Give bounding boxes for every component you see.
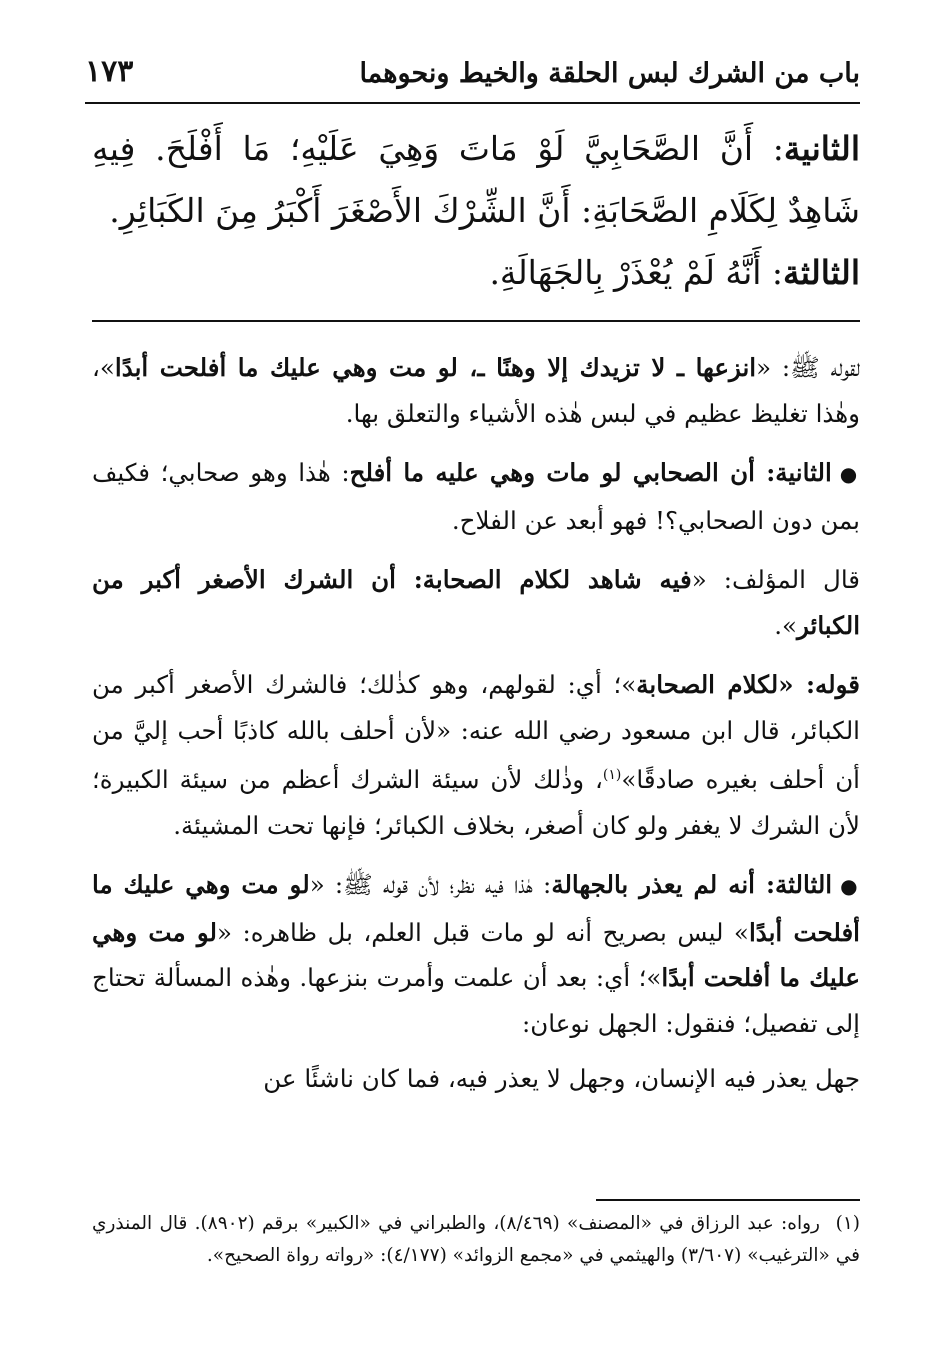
matn-second-label: الثانية <box>783 129 860 168</box>
text-run: »، وهٰذا تغليظ عظيم في لبس هٰذه الأشياء والتعلق بها. <box>92 353 860 428</box>
text-run: قال المؤلف: « <box>691 565 860 594</box>
commentary-paragraph <box>92 862 860 1046</box>
commentary-paragraph <box>92 1056 860 1102</box>
footnote-divider <box>596 1199 860 1201</box>
author-quote: فيه شاهد لكلام الصحابة: أن الشرك الأصغر أكبر من الكبائر <box>92 565 860 640</box>
matn-third-text: : أَنَّهُ لَمْ يُعْذَرْ بِالجَهَالَةِ. <box>489 253 784 292</box>
page-number: ١٧٣ <box>85 54 134 89</box>
section-divider <box>92 320 860 322</box>
matn-second <box>92 118 860 242</box>
footnote-ref[interactable]: (١) <box>602 767 622 783</box>
commentary-paragraph <box>92 662 860 848</box>
text-run: : هٰذا فيه نظر؛ لأن قوله ﷺ: « <box>309 870 552 900</box>
footnote <box>92 1208 860 1272</box>
matn-third <box>92 242 860 304</box>
page-header <box>85 52 860 104</box>
commentary-paragraph <box>92 557 860 648</box>
text-run: : هٰذا وهو صحابي؛ فكيف بمن دون الصحابي؟! فهو أبعد عن الفلاح. <box>92 458 860 535</box>
footnote-text: رواه: عبد الرزاق في «المصنف» (٨/٤٦٩)، والطبراني في «الكبير» برقم (٨٩٠٢). قال المنذري في «الترغيب» (٣/٦٠٧) والهيثمي في «مجمع الزوائد» (٤/١٧٧): «رواته رواة الصحيح». <box>92 1213 860 1266</box>
text-run: ». <box>774 610 797 640</box>
footnotes <box>92 1208 860 1272</box>
bullet-icon: ● <box>839 462 861 486</box>
text-run: قوله: « <box>778 670 860 699</box>
hadith-quote: لو مت وهي عليك ما أفلحت أبدًا <box>92 917 860 993</box>
footnote-number: (١) <box>835 1213 860 1234</box>
text-run: »؛ أي: بعد أن علمت وأمرت بنزعها. وهٰذه المسألة تحتاج إلى تفصيل؛ فنقول: الجهل نوعان: <box>92 963 860 1038</box>
quoted-phrase: لكلام الصحابة <box>636 670 779 699</box>
text-run: جهل يعذر فيه الإنسان، وجهل لا يعذر فيه، فما كان ناشئًا عن <box>263 1064 860 1094</box>
matn-second-text: : أَنَّ الصَّحَابِيَّ لَوْ مَاتَ وَهِيَ عَلَيْهِ؛ مَا أَفْلَحَ. فِيهِ شَاهِدٌ لِكَلَامِ الصَّحَابَةِ: أَنَّ الشِّرْكَ الأَصْغَرَ أَكْبَرُ مِنَ الكَبَائِرِ. <box>92 129 860 230</box>
chapter-title: باب من الشرك لبس الحلقة والخيط ونحوهما <box>359 58 860 89</box>
issue-heading: الثانية: أن الصحابي لو مات وهي عليه ما أفلح <box>349 458 832 487</box>
text-run: »؛ أي: لقولهم، وهو كذٰلك؛ فالشرك الأصغر أكبر من الكبائر، قال ابن مسعود رضي الله عنه: «لأن أحلف بالله كاذبًا أحب إليَّ من أن أحلف بغيره صادقًا» <box>92 670 860 795</box>
text-run: لقوله ﷺ: « <box>756 353 860 382</box>
hadith-quote: انزعها ـ لا تزيدك إلا وهنًا ـ، لو مت وهي عليك ما أفلحت أبدًا <box>114 353 757 382</box>
commentary <box>92 345 860 1116</box>
issue-heading: الثالثة: أنه لم يعذر بالجهالة <box>551 870 833 900</box>
bullet-icon: ● <box>840 874 860 899</box>
commentary-paragraph <box>92 345 860 436</box>
matn-third-label: الثالثة <box>783 253 860 292</box>
hadith-quote: لو مت وهي عليك ما أفلحت أبدًا <box>92 870 860 947</box>
text-run: ، وذٰلك لأن سيئة الشرك أعظم من سيئة الكبيرة؛ لأن الشرك لا يغفر ولو كان أصغر، بخلاف الكبائر؛ فإنها تحت المشيئة. <box>92 765 860 840</box>
commentary-paragraph <box>92 450 860 543</box>
text-run: » ليس بصريح أنه لو مات قبل العلم، بل ظاهره: « <box>217 917 749 947</box>
main-text <box>92 118 860 304</box>
